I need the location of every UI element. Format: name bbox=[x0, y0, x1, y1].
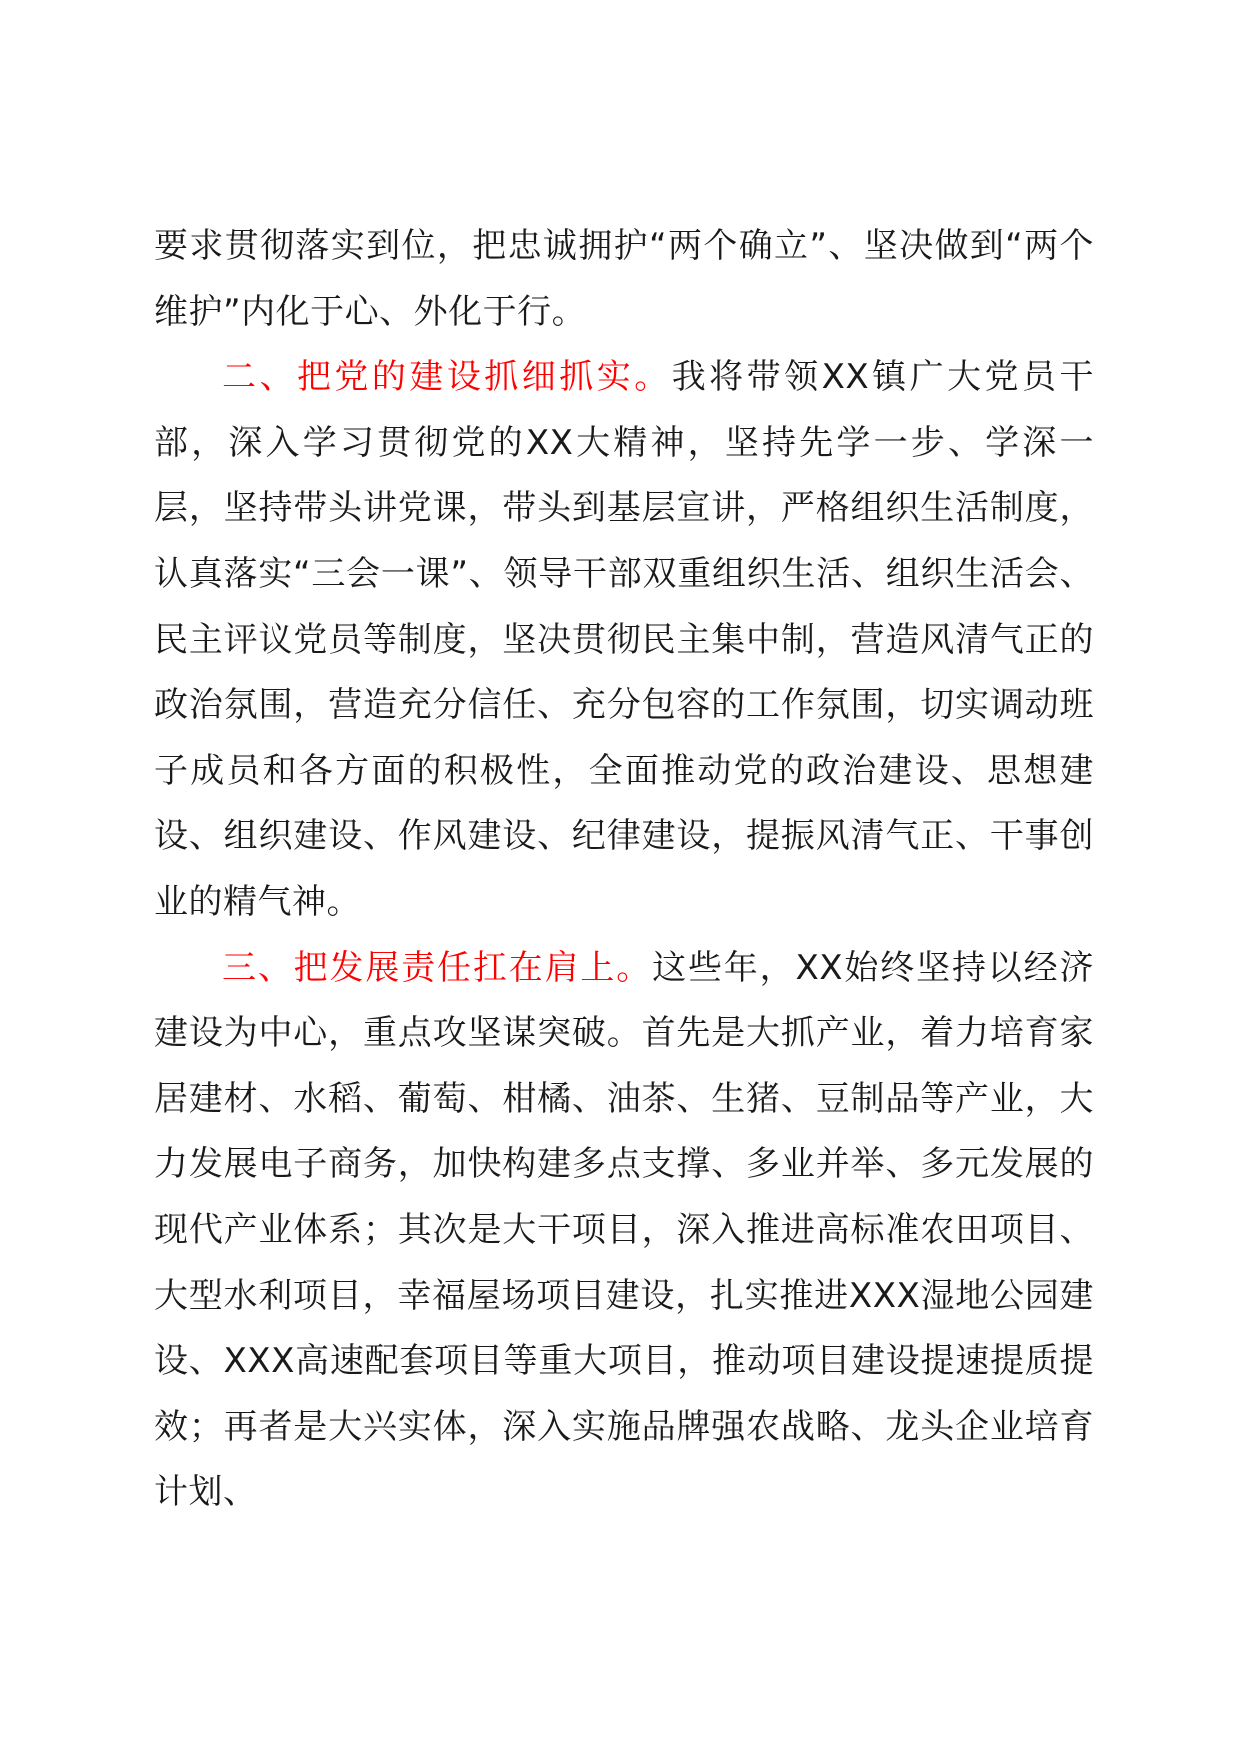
paragraph-development bbox=[154, 936, 1094, 1526]
paragraph-continuation bbox=[154, 214, 1094, 345]
document-body bbox=[154, 214, 1094, 1526]
section-heading: 三、把发展责任扛在肩上。 bbox=[222, 947, 653, 988]
section-heading: 二、把党的建设抓细抓实。 bbox=[222, 357, 672, 398]
paragraph-text: 要求贯彻落实到位，把忠诚拥护“两个确立”、坚决做到“两个维护”内化于心、外化于行。 bbox=[154, 226, 1094, 332]
paragraph-party-building bbox=[154, 345, 1094, 935]
paragraph-text: 我将带领XX镇广大党员干部，深入学习贯彻党的XX大精神，坚持先学一步、学深一层，坚持带头讲党课，带头到基层宣讲，严格组织生活制度，认真落实“三会一课”、领导干部双重组织生活、组织生活会、民主评议党员等制度，坚决贯彻民主集中制，营造风清气正的政治氛围，营造充分信任、充分包容的工作氛围，切实调动班子成员和各方面的积极性，全面推动党的政治建设、思想建设、组织建设、作风建设、纪律建设，提振风清气正、干事创业的精气神。 bbox=[154, 357, 1095, 922]
paragraph-text: 这些年，XX始终坚持以经济建设为中心，重点攻坚谋突破。首先是大抓产业，着力培育家居建材、水稻、葡萄、柑橘、油茶、生猪、豆制品等产业，大力发展电子商务，加快构建多点支撑、多业并举、多元发展的现代产业体系；其次是大干项目，深入推进高标准农田项目、大型水利项目，幸福屋场项目建设，扎实推进XXX湿地公园建设、XXX高速配套项目等重大项目，推动项目建设提速提质提效；再者是大兴实体，深入实施品牌强农战略、龙头企业培育计划、 bbox=[154, 947, 1094, 1513]
